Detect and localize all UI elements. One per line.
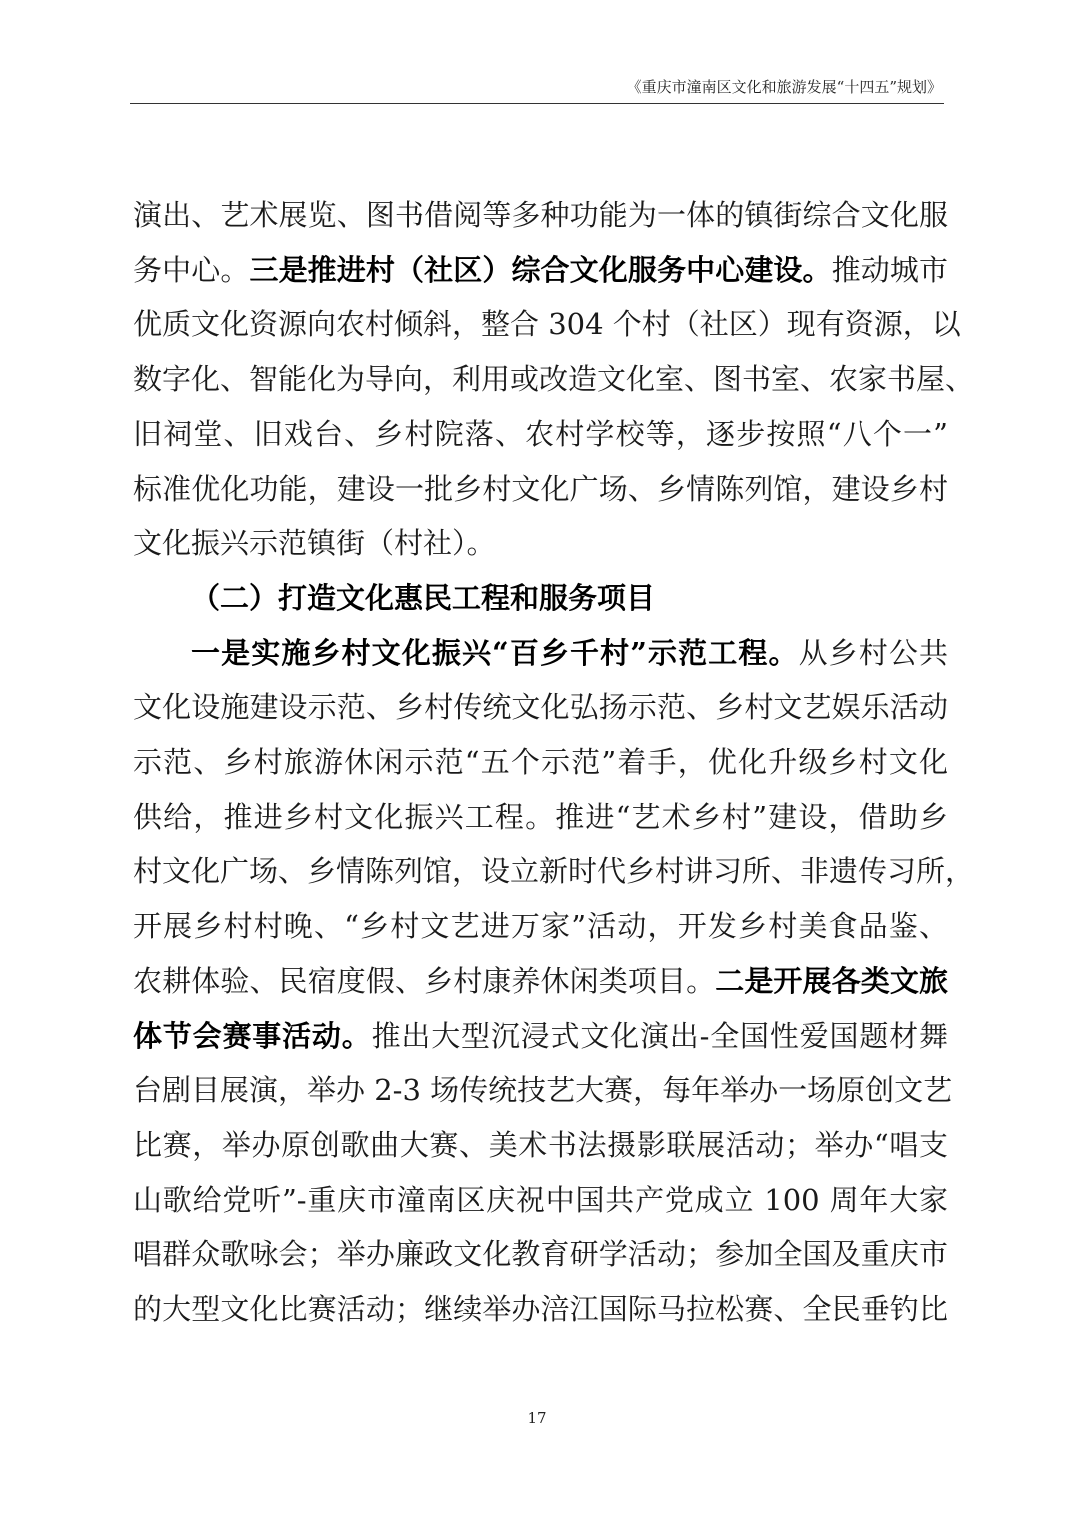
running-header: 《重庆市潼南区文化和旅游发展“十四五”规划》 — [626, 78, 942, 96]
bold-text-segment: 一是实施乡村文化振兴“百乡千村”示范工程。 — [191, 635, 799, 670]
text-line — [133, 1282, 948, 1337]
text-line — [133, 297, 961, 352]
text-line — [133, 680, 948, 735]
text-line — [133, 188, 948, 243]
body-text — [133, 188, 975, 1337]
text-line — [133, 844, 975, 899]
text-segment: 唱群众歌咏会；举办廉政文化教育研学活动；参加全国及重庆市 — [133, 1237, 948, 1272]
text-segment: 开展乡村村晚、“乡村文艺进万家”活动，开发乡村美食品鉴、 — [133, 909, 948, 944]
text-segment: 标准优化功能，建设一批乡村文化广场、乡情陈列馆，建设乡村 — [133, 471, 948, 506]
text-line — [133, 1009, 948, 1064]
text-segment: 推出大型沉浸式文化演出-全国性爱国题材舞 — [371, 1018, 948, 1053]
text-segment: 农耕体验、民宿度假、乡村康养休闲类项目。 — [133, 963, 716, 998]
text-segment: 山歌给党听”-重庆市潼南区庆祝中国共产党成立 100 周年大家 — [133, 1182, 948, 1217]
text-line — [133, 462, 948, 517]
text-line — [133, 626, 948, 681]
text-line — [133, 571, 948, 626]
text-segment: 优质文化资源向农村倾斜，整合 304 个村（社区）现有资源，以 — [133, 307, 961, 342]
text-segment: 务中心。 — [133, 252, 250, 287]
text-segment: 比赛，举办原创歌曲大赛、美术书法摄影联展活动；举办“唱支 — [133, 1127, 948, 1162]
text-line — [133, 954, 948, 1009]
header-rule — [130, 103, 944, 104]
text-line — [133, 1063, 953, 1118]
text-segment: 旧祠堂、旧戏台、乡村院落、农村学校等，逐步按照“八个一” — [133, 416, 948, 451]
text-segment: 供给，推进乡村文化振兴工程。推进“艺术乡村”建设，借助乡 — [133, 799, 948, 834]
text-line — [133, 899, 948, 954]
text-segment: 推动城市 — [831, 252, 948, 287]
text-segment: 台剧目展演，举办 2-3 场传统技艺大赛，每年举办一场原创文艺 — [133, 1073, 953, 1108]
text-segment: 从乡村公共 — [798, 635, 948, 670]
text-segment: 文化振兴示范镇街（村社）。 — [133, 526, 496, 561]
text-line — [133, 243, 948, 298]
text-line — [133, 1227, 948, 1282]
text-line — [133, 1118, 948, 1173]
text-line — [133, 1173, 948, 1228]
text-segment: 文化设施建设示范、乡村传统文化弘扬示范、乡村文艺娱乐活动 — [133, 690, 948, 725]
text-segment: 演出、艺术展览、图书借阅等多种功能为一体的镇街综合文化服 — [133, 198, 948, 232]
text-line — [133, 735, 948, 790]
text-segment: 数字化、智能化为导向，利用或改造文化室、图书室、农家书屋、 — [133, 362, 975, 397]
text-line — [133, 790, 948, 845]
text-segment: 的大型文化比赛活动；继续举办涪江国际马拉松赛、全民垂钓比 — [133, 1292, 948, 1327]
bold-text-segment: 二是开展各类文旅 — [715, 963, 948, 998]
bold-text-segment: 体节会赛事活动。 — [133, 1018, 372, 1053]
text-line — [133, 516, 948, 571]
bold-text-segment: （二）打造文化惠民工程和服务项目 — [191, 580, 656, 615]
text-line — [133, 352, 975, 407]
bold-text-segment: 三是推进村（社区）综合文化服务中心建设。 — [249, 252, 832, 287]
text-segment: 村文化广场、乡情陈列馆，设立新时代乡村讲习所、非遗传习所， — [133, 854, 975, 889]
text-line — [133, 407, 948, 462]
page-number: 17 — [527, 1409, 547, 1427]
text-segment: 示范、乡村旅游休闲示范“五个示范”着手，优化升级乡村文化 — [133, 745, 948, 780]
